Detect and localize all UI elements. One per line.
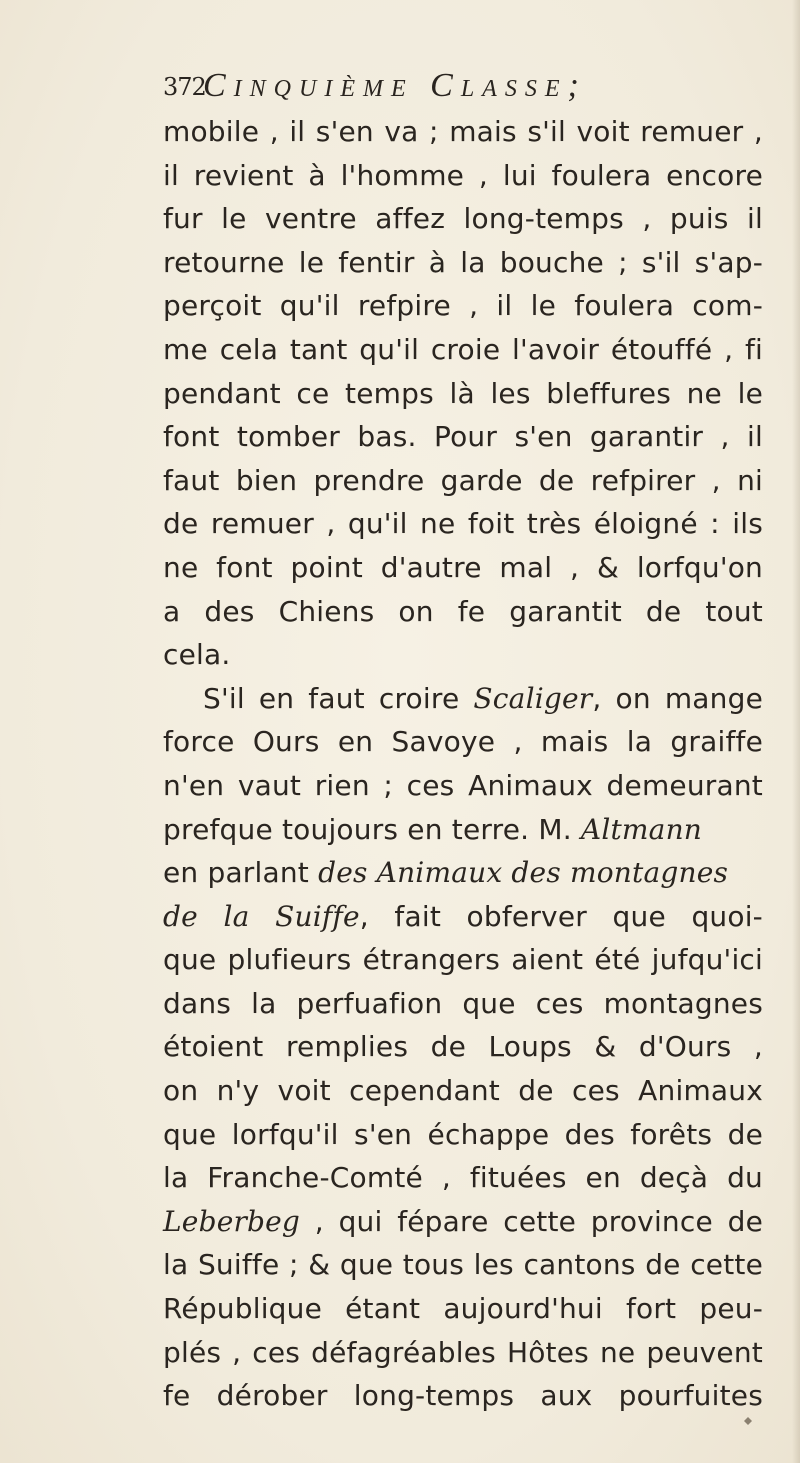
text-segment: , on mange (592, 681, 764, 715)
text-line: que lorfqu'il s'en échappe des forêts de (163, 1117, 763, 1151)
text-line: fur le ventre affez long-temps , puis il (163, 202, 763, 236)
text-segment: , qui fépare cette province de (300, 1204, 763, 1238)
italic-phrase: de la Suiffe (163, 899, 360, 933)
text-line (163, 851, 763, 895)
text-line: retourne le fentir à la bouche ; s'il s'ap- (163, 245, 763, 279)
text-line: me cela tant qu'il croie l'avoir étouffé , fi (163, 332, 763, 366)
text-line: pendant ce temps là les bleffures ne le (163, 376, 763, 410)
text-line: il revient à l'homme , lui foulera encore (163, 158, 763, 192)
text-line: que plufieurs étrangers aient été jufqu'ici (163, 943, 763, 977)
page-number: 372 (163, 73, 206, 101)
text-line: force Ours en Savoye , mais la graiffe (163, 725, 763, 759)
text-line: mobile , il s'en va ; mais s'il voit remuer , (163, 115, 763, 148)
text-line: a des Chiens on fe garantit de tout (163, 594, 763, 628)
text-line: on n'y voit cependant de ces Animaux (163, 1074, 763, 1108)
page-edge-shadow (792, 0, 800, 1463)
page-mark (744, 1410, 752, 1418)
text-line: dans la perfuafion que ces montagnes (163, 986, 763, 1020)
text-line (163, 895, 763, 939)
page-header (163, 68, 683, 108)
body-text (163, 110, 763, 1418)
italic-phrase: Leberbeg (163, 1204, 301, 1238)
text-segment: prefque toujours en terre. M. (163, 812, 581, 846)
text-line: font tomber bas. Pour s'en garantir , il (163, 420, 763, 454)
text-line: République étant aujourd'hui fort peu- (163, 1292, 763, 1326)
italic-phrase: des Animaux des montagnes (318, 856, 729, 890)
text-line: la Suiffe ; & que tous les cantons de cette (163, 1248, 763, 1282)
text-line: faut bien prendre garde de refpirer , ni (163, 463, 763, 497)
text-segment: en parlant (163, 856, 319, 890)
dot-mark-icon (744, 1417, 752, 1425)
text-line: plés , ces défagréables Hôtes ne peuvent (163, 1335, 763, 1369)
text-line: ne font point d'autre mal , & lorfqu'on (163, 550, 763, 584)
text-line (163, 808, 763, 852)
text-line: de remuer , qu'il ne foit très éloigné : ils (163, 507, 763, 541)
italic-phrase: Altmann (580, 812, 703, 846)
italic-phrase: Scaliger (473, 681, 593, 715)
text-line: la Franche-Comté , fituées en deçà du (163, 1161, 763, 1195)
text-line: perçoit qu'il refpire , il le foulera com- (163, 289, 763, 323)
text-line (163, 677, 763, 721)
text-line: n'en vaut rien ; ces Animaux demeurant (163, 768, 763, 802)
text-segment: , fait obferver que quoi- (359, 899, 763, 933)
text-line: étoient remplies de Loups & d'Ours , (163, 1030, 763, 1064)
text-line: cela. (163, 638, 231, 672)
text-segment: S'il en faut croire (203, 681, 474, 715)
text-line: fe dérober long-temps aux pourfuites (163, 1379, 763, 1413)
running-head: Cinquième Classe; (203, 67, 587, 104)
text-line (163, 1200, 763, 1244)
